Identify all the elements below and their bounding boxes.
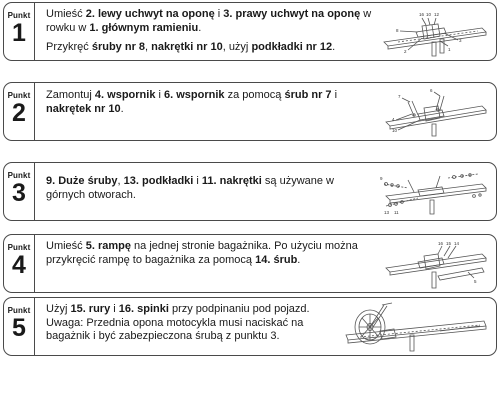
bold-text: podkładki nr 12	[251, 41, 333, 54]
callout-label: 16	[419, 12, 425, 17]
text-run: Umieść	[46, 240, 86, 252]
bold-text: 6. wspornik	[164, 89, 225, 101]
text-run: .	[198, 21, 202, 34]
callout-label: 11	[394, 210, 399, 215]
text-run: i	[110, 303, 119, 315]
text-run: Przykręć	[46, 41, 92, 54]
callout-label: 14	[454, 241, 460, 246]
ramp-attachment-icon	[378, 238, 490, 290]
step-badge	[4, 163, 35, 220]
callout-label: 6	[430, 88, 433, 93]
instruction-paragraph	[46, 240, 376, 267]
instruction-paragraph	[46, 303, 346, 344]
callout-label: 12	[434, 12, 440, 17]
step-1	[3, 2, 497, 61]
text-run: w rowku w	[46, 8, 372, 34]
text-run: .	[297, 253, 301, 266]
step-number: 2	[12, 99, 26, 127]
bold-text: 4. wspornik	[94, 89, 156, 101]
callout-label: 5	[474, 279, 477, 284]
step-number: 3	[12, 179, 26, 207]
bold-text: śrub nr 7	[284, 89, 332, 101]
bolts-washers-nuts-icon	[378, 166, 490, 218]
bold-text: 15. rury	[70, 303, 111, 315]
bold-text: 2. lewy uchwyt na oponę	[85, 8, 215, 20]
step-label: Punkt	[7, 11, 31, 20]
bold-text: 13. podkładki	[123, 175, 194, 187]
step-label: Punkt	[7, 171, 31, 180]
step-badge	[4, 83, 35, 140]
text-run: są używane w górnych otworach.	[46, 175, 335, 201]
callout-label: 9	[380, 176, 383, 181]
bold-text: 16. spinki	[118, 303, 169, 315]
text-run: i	[331, 89, 338, 101]
callout-label: 10	[426, 12, 432, 17]
bold-text: nakrętek nr 10	[46, 102, 121, 115]
text-run: .	[332, 41, 336, 54]
callout-label: 16	[438, 241, 444, 246]
callout-label: 1	[448, 47, 451, 52]
step-label: Punkt	[7, 243, 31, 252]
callout-label: 8	[396, 28, 399, 33]
instruction-paragraph	[46, 89, 376, 116]
bold-text: 11. nakrętki	[201, 175, 262, 187]
step-instruction	[46, 89, 376, 116]
instruction-paragraph	[46, 41, 376, 55]
step-5	[3, 297, 497, 356]
text-run: za pomocą	[224, 89, 285, 101]
callout-label: 13	[384, 210, 390, 215]
text-run: ,	[117, 175, 124, 187]
step-instruction	[46, 175, 376, 202]
step-badge	[4, 298, 35, 355]
step-number: 5	[12, 314, 26, 342]
instruction-paragraph	[46, 175, 376, 202]
text-run: Umieść	[46, 8, 86, 20]
step-number: 4	[12, 251, 26, 279]
bold-text: nakrętki nr 10	[151, 41, 223, 54]
text-run: i	[155, 89, 165, 101]
callout-label: 15	[446, 241, 452, 246]
text-run: i	[214, 8, 224, 20]
callout-label: 3	[459, 38, 462, 43]
text-run: na jednej stronie bagażnika. Po użyciu można przykręcić rampę to bagażnika za pomocą	[46, 240, 358, 266]
step-label: Punkt	[7, 306, 31, 315]
text-run: .	[120, 102, 124, 115]
text-run: i	[193, 175, 202, 187]
bold-text: 14. śrub	[255, 253, 298, 266]
text-run: Użyj	[46, 303, 71, 315]
motorcycle-wheel-on-rack-icon	[340, 301, 490, 353]
step-badge	[4, 235, 35, 292]
bold-text: 5. rampę	[85, 240, 131, 252]
callout-label: 2	[404, 49, 407, 54]
bold-text: śruby nr 8	[91, 41, 146, 54]
instruction-paragraph	[46, 8, 376, 35]
step-label: Punkt	[7, 91, 31, 100]
bold-text: 1. głównym ramieniu	[89, 21, 199, 34]
step-2	[3, 82, 497, 141]
text-run: , użyj	[222, 41, 252, 54]
step-3	[3, 162, 497, 221]
callout-label: 7	[398, 94, 401, 99]
step-instruction	[46, 8, 376, 55]
bracket-assembly-icon	[378, 86, 490, 138]
step-instruction	[46, 240, 376, 267]
step-instruction	[46, 303, 346, 344]
callout-label: 4	[392, 117, 395, 122]
step-badge	[4, 3, 35, 60]
step-4	[3, 234, 497, 293]
bold-text: 9. Duże śruby	[46, 175, 118, 187]
text-run: ,	[145, 41, 152, 54]
callout-label: 10	[392, 128, 398, 133]
bold-text: 3. prawy uchwyt na oponę	[223, 8, 361, 20]
tire-holder-assembly-icon	[378, 6, 490, 58]
step-number: 1	[12, 19, 26, 47]
text-run: Zamontuj	[46, 89, 95, 101]
text-run: przy podpinaniu pod pojazd. Uwaga: Przednia opona motocykla musi naciskać na bagażnik i być zabezpieczona śrubą z punktu 3.	[46, 303, 310, 343]
